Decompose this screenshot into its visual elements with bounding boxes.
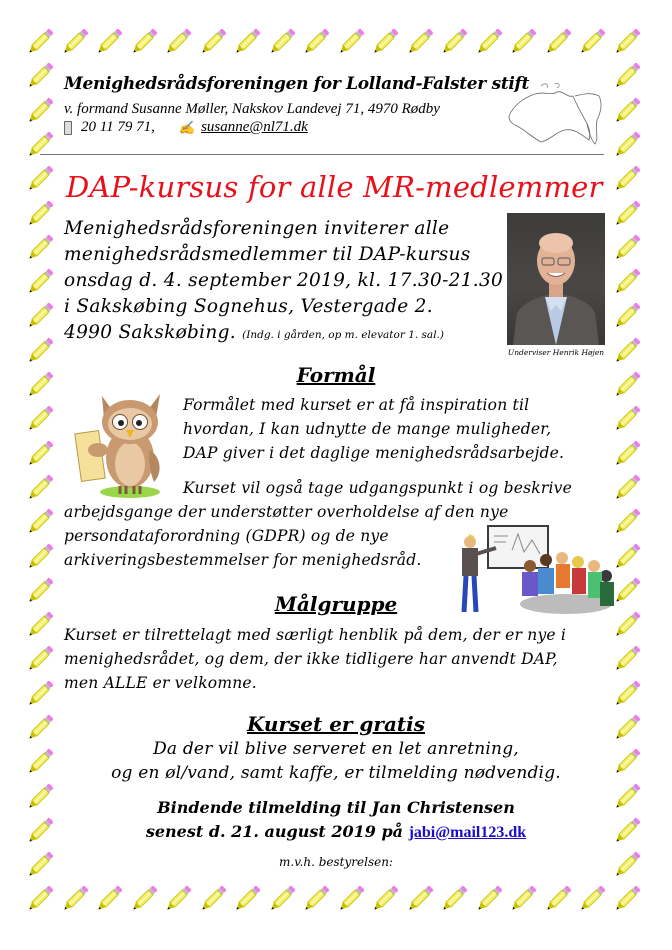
- pencil-icon: [613, 405, 641, 433]
- pencil-icon: [371, 28, 399, 56]
- pencil-icon: [440, 885, 468, 913]
- signup-deadline: senest d. 21. august 2019 på: [145, 822, 403, 841]
- page-title: DAP-kursus for alle MR-medlemmer: [66, 170, 603, 204]
- section-heading-gratis: Kurset er gratis: [246, 712, 425, 736]
- pencil-icon: [613, 680, 641, 708]
- text-line: persondataforordning (GDPR) og de nye: [64, 527, 389, 545]
- pencil-icon: [613, 97, 641, 125]
- pencil-icon: [544, 885, 572, 913]
- text-line: arbejdsgange der understøtter overholdelse af den nye: [64, 503, 509, 521]
- text-line: Formålet med kurset er at få inspiration til: [183, 396, 530, 414]
- pencil-icon: [440, 28, 468, 56]
- pencil-icon: [475, 885, 503, 913]
- formaal-paragraph-2: [64, 500, 508, 572]
- pencil-icon: [613, 62, 641, 90]
- org-name: Menighedsrådsforeningen for Lolland-Falster stift: [64, 74, 530, 94]
- intro-line: [64, 320, 503, 348]
- text-line: men ALLE er velkomne.: [64, 674, 257, 692]
- pencil-icon: [164, 28, 192, 56]
- org-address: v. formand Susanne Møller, Nakskov Landevej 71, 4970 Rødby: [64, 101, 440, 117]
- text-line: menighedsrådet, og dem, der ikke tidligere har anvendt DAP,: [64, 650, 558, 668]
- pencil-icon: [26, 645, 54, 673]
- header-divider: [40, 154, 604, 155]
- mobile-phone-icon: [64, 121, 72, 135]
- pencil-icon: [95, 885, 123, 913]
- pencil-icon: [199, 885, 227, 913]
- pencil-icon: [164, 885, 192, 913]
- pencil-icon: [371, 885, 399, 913]
- signup-email-link[interactable]: jabi@mail123.dk: [408, 824, 527, 841]
- pencil-icon: [613, 474, 641, 502]
- gratis-paragraph: [0, 737, 672, 785]
- pencil-icon: [613, 440, 641, 468]
- pencil-icon: [268, 885, 296, 913]
- pencil-icon: [233, 28, 261, 56]
- pencil-icon: [233, 885, 261, 913]
- pencil-icon: [613, 885, 641, 913]
- pencil-icon: [26, 200, 54, 228]
- pencil-icon: [26, 62, 54, 90]
- pencil-icon: [337, 885, 365, 913]
- pencil-icon: [26, 97, 54, 125]
- pencil-icon: [302, 28, 330, 56]
- pencil-icon: [26, 680, 54, 708]
- org-email-link[interactable]: susanne@nl71.dk: [201, 119, 308, 135]
- formaal-paragraph-1: [183, 393, 564, 465]
- pencil-icon: [26, 28, 54, 56]
- pencil-icon: [26, 337, 54, 365]
- pencil-icon: [613, 337, 641, 365]
- pencil-icon: [509, 885, 537, 913]
- pencil-icon: [578, 885, 606, 913]
- pencil-icon: [130, 28, 158, 56]
- text-line: og en øl/vand, samt kaffe, er tilmelding nødvendig.: [111, 763, 561, 783]
- intro-note: (Indg. i gården, op m. elevator 1. sal.): [242, 329, 444, 341]
- pencil-icon: [302, 885, 330, 913]
- pencil-icon: [26, 508, 54, 536]
- closing-signature: m.v.h. bestyrelsen:: [279, 855, 393, 869]
- pencil-icon: [26, 268, 54, 296]
- pencil-icon: [406, 885, 434, 913]
- lolland-falster-map: [505, 76, 617, 148]
- intro-line: onsdag d. 4. september 2019, kl. 17.30-21.30: [64, 270, 504, 291]
- signup-block: [0, 796, 672, 845]
- pencil-icon: [613, 28, 641, 56]
- pencil-icon: [26, 440, 54, 468]
- pencil-icon: [26, 543, 54, 571]
- pencil-icon: [26, 234, 54, 262]
- text-line: Da der vil blive serveret en let anretning,: [153, 739, 519, 759]
- intro-line: menighedsrådsmedlemmer til DAP-kursus: [64, 244, 471, 265]
- pencil-icon: [61, 885, 89, 913]
- text-line: DAP giver i det daglige menighedsrådsarbejde.: [183, 444, 565, 462]
- writing-hand-icon: ✍: [178, 119, 196, 135]
- phone-number: 20 11 79 71,: [81, 119, 155, 135]
- text-line: Kurset er tilrettelagt med særligt henblik på dem, der er nye i: [64, 626, 567, 644]
- pencil-icon: [544, 28, 572, 56]
- pencil-icon: [130, 885, 158, 913]
- pencil-icon: [578, 28, 606, 56]
- maalgruppe-paragraph: [64, 623, 566, 695]
- pencil-icon: [337, 28, 365, 56]
- pencil-icon: [268, 28, 296, 56]
- intro-line: i Sakskøbing Sognehus, Vestergade 2.: [64, 296, 433, 317]
- owl-illustration: [72, 388, 178, 500]
- section-heading-formaal: Formål: [296, 363, 376, 387]
- pencil-icon: [26, 474, 54, 502]
- pencil-icon: [26, 165, 54, 193]
- pencil-icon: [26, 885, 54, 913]
- pencil-icon: [613, 645, 641, 673]
- text-line: arkiveringsbestemmelser for menighedsråd.: [64, 551, 422, 569]
- pencil-icon: [61, 28, 89, 56]
- pencil-icon: [613, 268, 641, 296]
- pencil-icon: [199, 28, 227, 56]
- photo-caption: Underviser Henrik Højen: [507, 348, 605, 357]
- instructor-photo: [507, 213, 605, 345]
- pencil-icon: [26, 302, 54, 330]
- pencil-icon: [406, 28, 434, 56]
- intro-text: [64, 216, 503, 348]
- intro-city: 4990 Sakskøbing.: [64, 322, 236, 343]
- pencil-icon: [475, 28, 503, 56]
- formaal-paragraph-2-line-1: Kurset vil også tage udgangspunkt i og beskrive: [183, 479, 572, 497]
- signup-line-1: Bindende tilmelding til Jan Christensen: [157, 798, 515, 817]
- signup-line-2: [0, 820, 672, 845]
- pencil-icon: [26, 405, 54, 433]
- pencil-icon: [613, 200, 641, 228]
- pencil-icon: [509, 28, 537, 56]
- pencil-icon: [613, 165, 641, 193]
- pencil-icon: [613, 234, 641, 262]
- text-line: hvordan, I kan udnytte de mange muligheder,: [183, 420, 552, 438]
- pencil-icon: [613, 302, 641, 330]
- pencil-icon: [95, 28, 123, 56]
- section-heading-maalgruppe: Målgruppe: [274, 592, 398, 616]
- intro-line: Menighedsrådsforeningen inviterer alle: [64, 218, 450, 239]
- org-contact: [64, 119, 308, 136]
- pencil-icon: [613, 131, 641, 159]
